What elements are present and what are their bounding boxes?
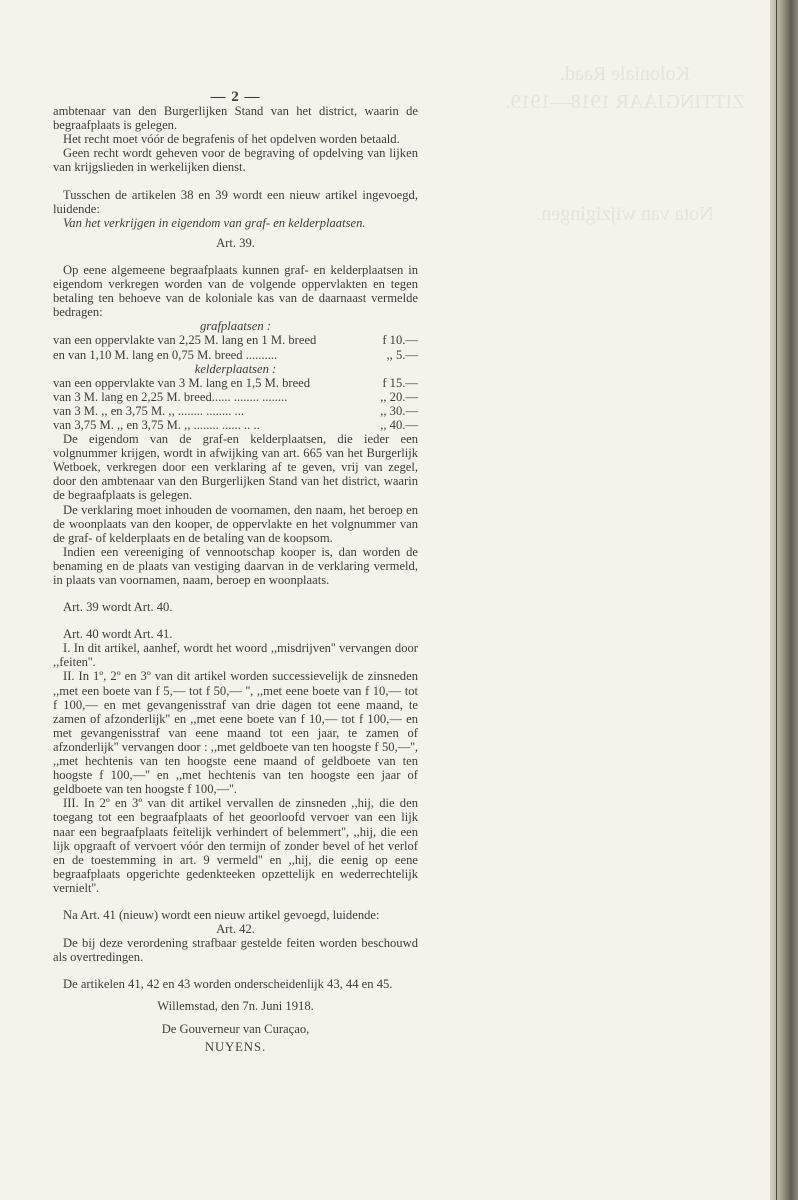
list-label: grafplaatsen : xyxy=(199,319,271,334)
place-date: Willemstad, den 7n. Juni 1918. xyxy=(157,999,314,1014)
article-heading: Art. 39. xyxy=(216,235,255,250)
paragraph: I. In dit artikel, aanhef, wordt het woord ,,misdrijven'' vervangen door ,,feiten''. xyxy=(53,641,418,670)
bleed-through-text: Koloniale Raad. ZITTINGJAAR 1918—1919. Nota van wijzigingen. xyxy=(505,63,745,225)
paragraph: III. In 2º en 3º van dit artikel vervallen de zinsneden ,,hij, die den toegang tot een begraafplaats of het geoorloofd vervoer van een lijk naar een begraafplaats feitelijk verhindert of belemmert'', ,,hij, die een lijk opgraaft of vervoert vóór den termijn of zonder bevel of het verlof en de toestemming in art. 9 vermeld'' en ,,hij, die eenig op eene begraafplaats opgerichte gedenkteeken opzettelijk en wederrechtelijk vernielt''. xyxy=(53,796,418,895)
paragraph: ambtenaar van den Burgerlijken Stand van het district, waarin de begraafplaats is gelegen. xyxy=(53,104,418,133)
paragraph: Art. 39 wordt Art. 40. xyxy=(63,600,173,615)
article-heading: Art. 42. xyxy=(216,922,255,937)
paragraph: De verklaring moet inhouden de voornamen, den naam, het beroep en de woonplaats van den kooper, de oppervlakte en het volgnummer van de graf- of kelderplaats en de betaling van de koopsom. xyxy=(53,502,418,545)
price-row: van 3,75 M. ,, en 3,75 M. ,, ........ ...... .. .. ,, 40.— xyxy=(53,417,418,432)
paragraph: II. In 1º, 2º en 3º van dit artikel worden successievelijk de zinsneden ,,met een boete van f 5,— tot f 50,— '', ,,met eene boete van f 10,— tot f 100,— en met gevangenisstraf van drie dagen tot eene maand, te zamen of afzonderlijk'' en ,,met eene boete van f 10,— tot f 100,— en met gevangenisstraf van eene maand tot een jaar, te zamen of afzonderlijk'' vervangen door : ,,met geldboete van ten hoogste f 50,—'', ,,met hechtenis van ten hoogste eene maand of geldboete van ten hoogste f 100,—'' en ,,met hechtenis van ten hoogste een jaar of geldboete van ten hoogste f 100,—''. xyxy=(53,669,418,797)
price-row: van 3 M. ,, en 3,75 M. ,, ........ ........ ... ,, 30.— xyxy=(53,403,418,418)
paragraph: Op eene algemeene begraafplaats kunnen graf- en kelderplaatsen in eigendom verkregen worden van de volgende oppervlakten en tegen betaling ten behoeve van de koloniale kas van de daarnaast vermelde bedragen: xyxy=(53,262,418,320)
price-row: van een oppervlakte van 2,25 M. lang en 1 M. breed f 10.— xyxy=(53,333,418,348)
text-column xyxy=(53,90,418,1054)
paragraph: Het recht moet vóór de begrafenis of het opdelven worden betaald. xyxy=(63,132,400,147)
page-edge-line xyxy=(776,0,777,1200)
page-edge-shadow xyxy=(770,0,798,1200)
paragraph: De eigendom van de graf-en kelderplaatsen, die ieder een volgnummer krijgen, wordt in afwijking van art. 665 van het Burgerlijk Wetboek, verkregen door een verklaring af te geven, vrij van zegel, door den ambtenaar van den Burgerlijken Stand van het district, waarin de begraafplaats is gelegen. xyxy=(53,432,418,503)
signatory-name: NUYENS. xyxy=(204,1039,267,1054)
price-row: van 3 M. lang en 2,25 M. breed...... ........ ........ ,, 20.— xyxy=(53,389,418,404)
paragraph: Geen recht wordt geheven voor de begraving of opdelving van lijken van krijgslieden in werkelijken dienst. xyxy=(53,146,418,175)
paragraph: De artikelen 41, 42 en 43 worden onderscheidenlijk 43, 44 en 45. xyxy=(63,977,393,992)
list-label: kelderplaatsen : xyxy=(194,361,277,376)
page-number: — 2 — xyxy=(210,89,261,105)
paragraph: Art. 40 wordt Art. 41. xyxy=(63,627,173,642)
paragraph: Indien een vereeniging of vennootschap kooper is, dan worden de benaming en de plaats van vestiging daarvan in de verklaring vermeld, in plaats van voornamen, naam, beroep en woonplaats. xyxy=(53,544,418,587)
paragraph: De bij deze verordening strafbaar gestelde feiten worden beschouwd als overtredingen. xyxy=(53,936,418,965)
paragraph: Tusschen de artikelen 38 en 39 wordt een nieuw artikel ingevoegd, luidende: xyxy=(53,187,418,216)
section-title: Van het verkrijgen in eigendom van graf- en kelderplaatsen. xyxy=(63,215,366,230)
signatory-title: De Gouverneur van Curaçao, xyxy=(161,1021,310,1036)
price-row: en van 1,10 M. lang en 0,75 M. breed .......... ,, 5.— xyxy=(53,347,418,362)
price-row: van een oppervlakte van 3 M. lang en 1,5 M. breed f 15.— xyxy=(53,375,418,390)
paragraph: Na Art. 41 (nieuw) wordt een nieuw artikel gevoegd, luidende: xyxy=(63,907,380,922)
